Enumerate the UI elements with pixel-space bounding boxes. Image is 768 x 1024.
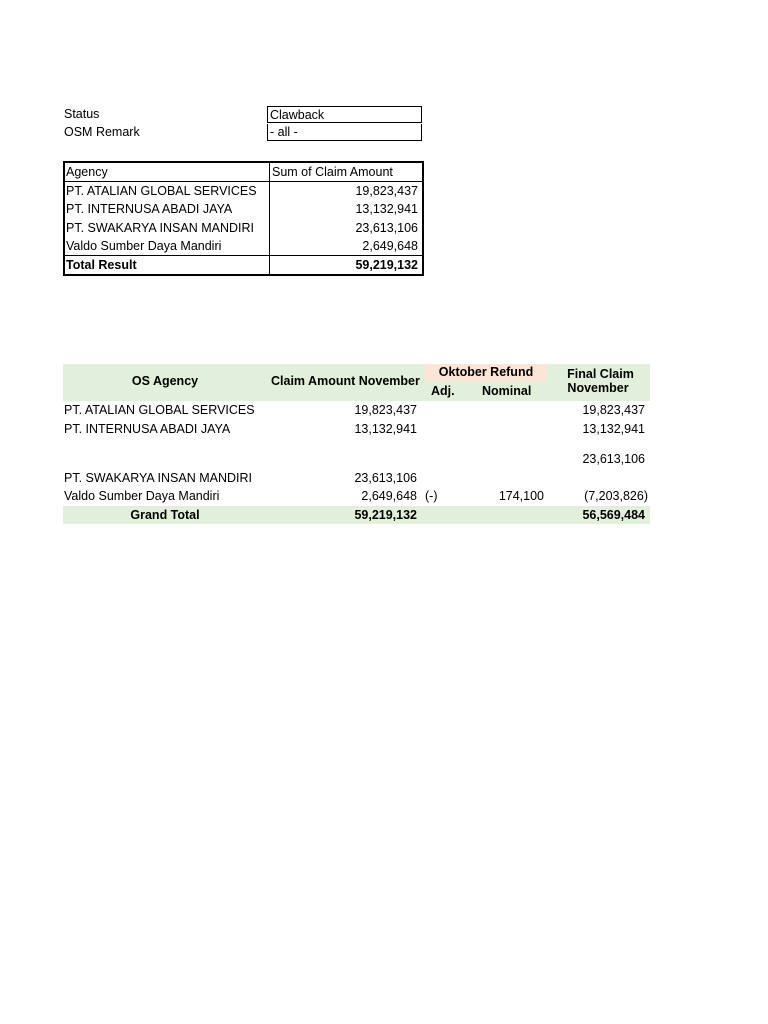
spacer-row bbox=[63, 438, 650, 450]
nominal-cell[interactable]: 174,100 bbox=[498, 489, 544, 503]
table-row bbox=[63, 401, 650, 420]
header-final-claim-line1[interactable]: Final Claim bbox=[567, 367, 634, 381]
header-oktober-refund[interactable]: Oktober Refund bbox=[438, 365, 534, 379]
table-row bbox=[63, 420, 650, 439]
pivot-header-row bbox=[65, 163, 422, 182]
final-claim-cell[interactable]: 19,823,437 bbox=[582, 403, 645, 417]
grand-total-claim[interactable]: 59,219,132 bbox=[354, 507, 417, 522]
pivot-agency-cell[interactable]: PT. SWAKARYA INSAN MANDIRI bbox=[66, 220, 255, 235]
pivot-amount-cell[interactable]: 13,132,941 bbox=[269, 200, 422, 218]
grand-total-row bbox=[63, 506, 650, 525]
status-label: Status bbox=[64, 107, 100, 121]
pivot-agency-cell[interactable]: Valdo Sumber Daya Mandiri bbox=[66, 238, 222, 253]
final-claim-cell[interactable]: (7,203,826) bbox=[584, 489, 648, 503]
claim-amount-cell[interactable]: 2,649,648 bbox=[361, 489, 417, 503]
osm-remark-filter-field[interactable]: - all - bbox=[267, 124, 422, 141]
header-final-claim-line2[interactable]: November bbox=[567, 381, 629, 395]
pivot-total-label[interactable]: Total Result bbox=[66, 257, 137, 272]
pivot-total-row bbox=[65, 255, 422, 274]
osm-remark-label: OSM Remark bbox=[64, 125, 140, 139]
table-row bbox=[63, 469, 650, 488]
claim-amount-cell[interactable]: 23,613,106 bbox=[354, 470, 417, 485]
header-os-agency[interactable]: OS Agency bbox=[131, 374, 199, 388]
pivot-table bbox=[63, 161, 424, 276]
agency-cell[interactable]: PT. ATALIAN GLOBAL SERVICES bbox=[64, 403, 255, 417]
pivot-header-sum[interactable]: Sum of Claim Amount bbox=[269, 163, 422, 181]
status-filter-field[interactable]: Clawback bbox=[267, 106, 422, 123]
table-row bbox=[65, 237, 422, 255]
grand-total-final[interactable]: 56,569,484 bbox=[582, 507, 645, 522]
pivot-amount-cell[interactable]: 19,823,437 bbox=[269, 182, 422, 200]
claim-amount-cell[interactable]: 19,823,437 bbox=[354, 403, 417, 417]
claim-amount-cell[interactable]: 13,132,941 bbox=[354, 421, 417, 436]
table-row bbox=[63, 487, 650, 506]
summary-table bbox=[63, 364, 650, 524]
table-row bbox=[65, 200, 422, 218]
agency-cell[interactable]: PT. INTERNUSA ABADI JAYA bbox=[64, 421, 231, 436]
agency-cell[interactable]: Valdo Sumber Daya Mandiri bbox=[64, 489, 220, 503]
pivot-agency-cell[interactable]: PT. INTERNUSA ABADI JAYA bbox=[66, 202, 233, 217]
header-claim-amount[interactable]: Claim Amount November bbox=[271, 374, 420, 388]
pivot-amount-cell[interactable]: 23,613,106 bbox=[269, 219, 422, 237]
agency-cell[interactable]: PT. SWAKARYA INSAN MANDIRI bbox=[64, 470, 253, 485]
table-row bbox=[65, 219, 422, 237]
adj-cell[interactable]: (-) bbox=[425, 489, 438, 503]
table-row bbox=[63, 450, 650, 469]
pivot-total-amount[interactable]: 59,219,132 bbox=[269, 256, 422, 274]
table-row bbox=[65, 182, 422, 200]
grand-total-label[interactable]: Grand Total bbox=[130, 507, 200, 522]
final-claim-cell[interactable]: 13,132,941 bbox=[582, 421, 645, 436]
pivot-header-agency[interactable]: Agency bbox=[66, 165, 108, 179]
header-nominal[interactable]: Nominal bbox=[482, 384, 532, 398]
pivot-agency-cell[interactable]: PT. ATALIAN GLOBAL SERVICES bbox=[66, 184, 257, 199]
final-claim-cell[interactable]: 23,613,106 bbox=[582, 452, 645, 466]
header-adj[interactable]: Adj. bbox=[431, 384, 455, 398]
summary-header bbox=[63, 364, 650, 401]
pivot-amount-cell[interactable]: 2,649,648 bbox=[269, 237, 422, 255]
